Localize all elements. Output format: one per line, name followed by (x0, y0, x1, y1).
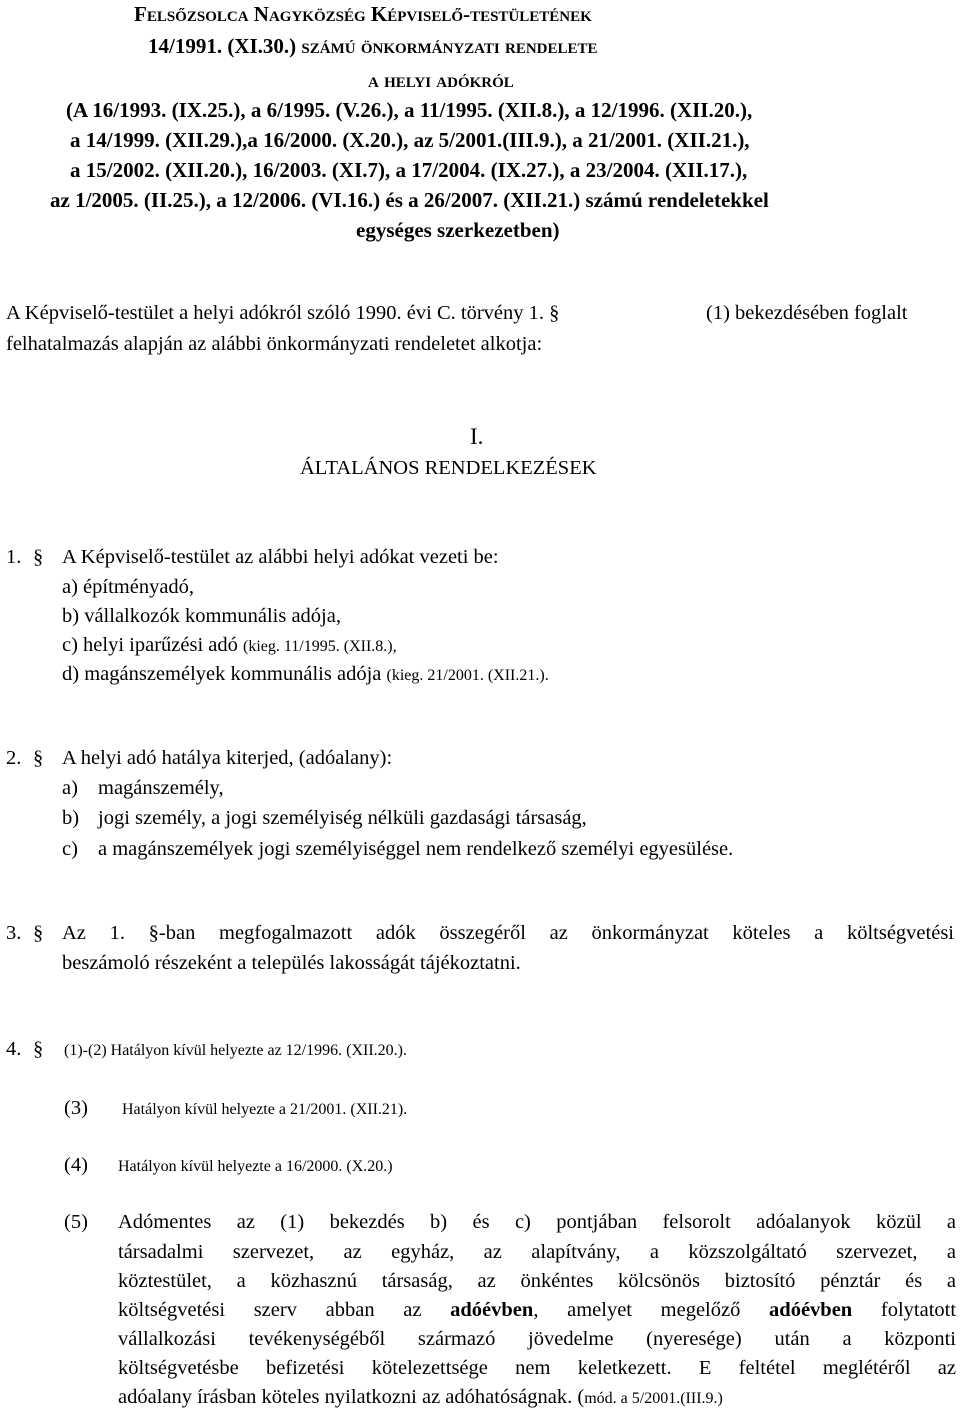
section-2-item-c-label: c) (62, 838, 78, 860)
section-4-para-5-line-2: társadalmi szervezet, az egyház, az alapítvány, a közszolgáltató szervezet, a (118, 1241, 956, 1263)
section-1-item-b: b) vállalkozók kommunális adója, (62, 605, 341, 627)
section-4-para-5-line-4: költségvetési szerv abban az adóévben, amelyet megelőző adóévben folytatott (118, 1299, 957, 1321)
section-2-text: A helyi adó hatálya kiterjed, (adóalany): (62, 747, 393, 769)
title-subject: a helyi adókról (368, 68, 514, 92)
section-4-para-5-line-6: költségvetésbe befizetési kötelezettsége nem keletkezett. E feltétel meglétéről az (118, 1357, 956, 1379)
section-4-number: 4. (6, 1038, 22, 1060)
section-2-item-a: magánszemély, (98, 777, 224, 799)
emphasis-adoevben-2: adóévben (769, 1299, 853, 1321)
section-4-para-3-label: (3) (64, 1097, 88, 1119)
preamble-line-1-left: A Képviselő-testület a helyi adókról szóló 1990. évi C. törvény 1. § (6, 302, 560, 324)
section-4-para-3: Hatályon kívül helyezte a 21/2001. (XII.21). (122, 1101, 408, 1118)
title-line-1: Felsőzsolca Nagyközség Képviselő-testületének (134, 2, 592, 26)
section-3-line-1: Az 1. §-ban megfogalmazott adók összegéről az önkormányzat köteles a költségvetési (62, 922, 954, 944)
section-1-text: A Képviselő-testület az alábbi helyi adókat vezeti be: (62, 546, 499, 568)
title-decree-number (148, 34, 598, 59)
section-4-para-4-label: (4) (64, 1154, 88, 1176)
title-decree-type: számú önkormányzati rendelete (301, 34, 598, 58)
chapter-title: ÁLTALÁNOS RENDELKEZÉSEK (300, 457, 597, 479)
section-sign: § (549, 302, 560, 324)
title-amendments-3: a 15/2002. (XII.20.), 16/2003. (XI.7), a 17/2004. (IX.27.), a 23/2004. (XII.17.), (70, 158, 748, 182)
section-4-para-5-label: (5) (64, 1211, 88, 1233)
section-4-para-4: Hatályon kívül helyezte a 16/2000. (X.20.) (118, 1158, 393, 1175)
title-amendments-1: (A 16/1993. (IX.25.), a 6/1995. (V.26.), a 11/1995. (XII.8.), a 12/1996. (XII.20.), (66, 98, 753, 122)
section-3-number: 3. (6, 922, 22, 944)
preamble-line-1-right: (1) bekezdésében foglalt (706, 302, 908, 324)
section-1-number: 1. (6, 546, 22, 568)
section-3-line-2: beszámoló részeként a település lakosságát tájékoztatni. (62, 952, 521, 974)
section-3-sign: § (33, 922, 44, 944)
chapter-number: I. (470, 424, 484, 449)
section-1-item-c-note: (kieg. 11/1995. (XII.8.), (243, 638, 397, 655)
title-amendments-4: az 1/2005. (II.25.), a 12/2006. (VI.16.) és a 26/2007. (XII.21.) számú rendeletekkel (50, 188, 769, 212)
section-1-sign: § (33, 546, 44, 568)
section-4-para-5-line-1: Adómentes az (1) bekezdés b) és c) pontjában felsorolt adóalanyok közül a (118, 1211, 956, 1233)
section-4-para-5-line-7: adóalany írásban köteles nyilatkozni az adóhatóságnak. (mód. a 5/2001.(III.9.) (118, 1386, 723, 1408)
title-decree-id: 14/1991. (XI.30.) (148, 34, 297, 58)
section-1-item-c: c) helyi iparűzési adó (kieg. 11/1995. (XII.8.), (62, 634, 397, 656)
section-2-item-c: a magánszemélyek jogi személyiséggel nem rendelkező személyi egyesülése. (98, 838, 734, 860)
section-4-para-1-2: (1)-(2) Hatályon kívül helyezte az 12/1996. (XII.20.). (64, 1042, 407, 1059)
section-1-item-d: d) magánszemélyek kommunális adója (kieg. 21/2001. (XII.21.). (62, 663, 549, 685)
preamble-line-2: felhatalmazás alapján az alábbi önkormányzati rendeletet alkotja: (6, 333, 543, 355)
title-amendments-2: a 14/1999. (XII.29.),a 16/2000. (X.20.), az 5/2001.(III.9.), a 21/2001. (XII.21.), (70, 128, 750, 152)
section-4-para-5-line-3: köztestület, a közhasznú társaság, az önkéntes kölcsönös biztosító pénztár és a (118, 1270, 956, 1292)
section-2-item-a-label: a) (62, 777, 78, 799)
section-1-item-d-note: (kieg. 21/2001. (XII.21.). (386, 667, 549, 684)
section-2-item-b-label: b) (62, 807, 80, 829)
section-4-para-5-note: mód. a 5/2001.(III.9.) (584, 1390, 723, 1407)
section-4-para-5-line-5: vállalkozási tevékenységéből származó jövedelme (nyeresége) után a központi (118, 1328, 956, 1350)
section-2-item-b: jogi személy, a jogi személyiség nélküli gazdasági társaság, (98, 807, 587, 829)
section-2-sign: § (33, 747, 44, 769)
title-amendments-5: egységes szerkezetben) (356, 218, 560, 242)
section-2-number: 2. (6, 747, 22, 769)
emphasis-adoevben-1: adóévben (450, 1299, 534, 1321)
section-1-item-a: a) építményadó, (62, 576, 195, 598)
section-4-sign: § (33, 1038, 44, 1060)
